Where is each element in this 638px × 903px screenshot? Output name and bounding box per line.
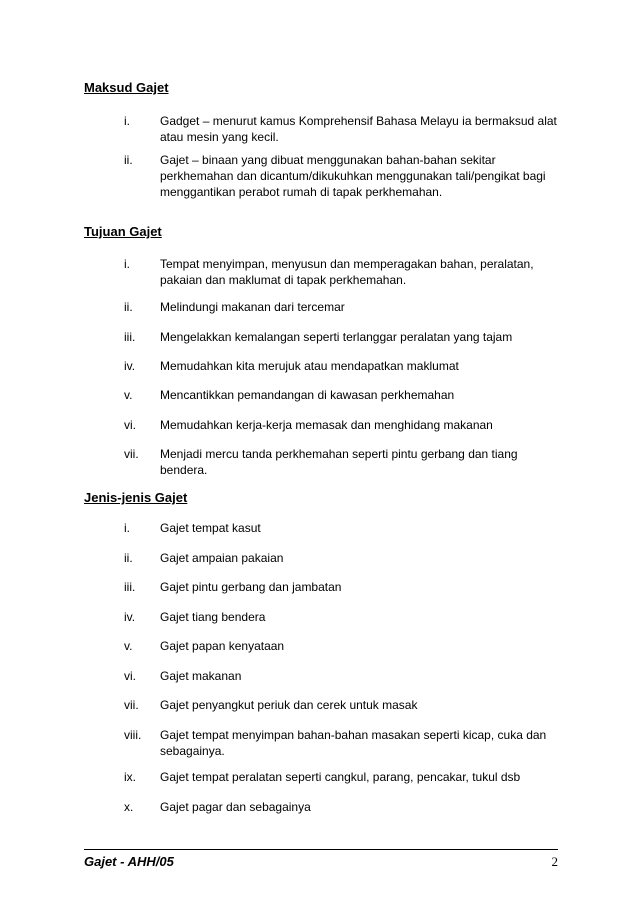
section-heading: Maksud Gajet xyxy=(84,80,169,95)
section-heading: Jenis-jenis Gajet xyxy=(84,490,188,505)
list-item xyxy=(124,638,564,654)
section-jenis xyxy=(84,490,564,506)
list-item xyxy=(124,256,564,288)
list-item xyxy=(124,609,564,625)
item-number: vii. xyxy=(124,447,139,461)
list-item xyxy=(124,152,564,200)
item-number: iii. xyxy=(124,330,136,344)
page-footer xyxy=(84,849,558,870)
item-text: Gajet – binaan yang dibuat menggunakan bahan-bahan sekitar perkhemahan dan dicantum/dikukuhkan menggunakan tali/pengikat bagi menggantikan perabot rumah di tapak perkhemahan. xyxy=(160,153,546,199)
item-text: Menjadi mercu tanda perkhemahan seperti pintu gerbang dan tiang bendera. xyxy=(160,447,518,477)
item-number: vi. xyxy=(124,669,136,683)
item-number: i. xyxy=(124,114,130,128)
list-item xyxy=(124,697,564,713)
item-number: ii. xyxy=(124,153,133,167)
item-text: Gajet tiang bendera xyxy=(160,610,266,624)
item-number: ii. xyxy=(124,300,133,314)
list-item xyxy=(124,727,564,759)
item-text: Gajet pagar dan sebagainya xyxy=(160,800,311,814)
item-number: i. xyxy=(124,521,130,535)
item-text: Melindungi makanan dari tercemar xyxy=(160,300,345,314)
item-text: Gajet pintu gerbang dan jambatan xyxy=(160,580,342,594)
item-number: v. xyxy=(124,388,133,402)
list-item xyxy=(124,769,564,785)
item-number: ii. xyxy=(124,551,133,565)
item-text: Gajet penyangkut periuk dan cerek untuk masak xyxy=(160,698,418,712)
list-item xyxy=(124,668,564,684)
item-number: x. xyxy=(124,800,134,814)
list-item xyxy=(124,113,564,145)
item-number: viii. xyxy=(124,728,142,742)
item-text: Gajet makanan xyxy=(160,669,242,683)
item-number: ix. xyxy=(124,770,136,784)
list-item xyxy=(124,550,564,566)
item-text: Gajet tempat kasut xyxy=(160,521,261,535)
item-text: Gajet ampaian pakaian xyxy=(160,551,284,565)
item-text: Mencantikkan pemandangan di kawasan perkhemahan xyxy=(160,388,455,402)
section-tujuan xyxy=(84,224,564,240)
list-item xyxy=(124,387,564,403)
item-number: v. xyxy=(124,639,133,653)
item-text: Gadget – menurut kamus Komprehensif Bahasa Melayu ia bermaksud alat atau mesin yang kecil. xyxy=(160,114,557,144)
item-text: Memudahkan kita merujuk atau mendapatkan maklumat xyxy=(160,359,459,373)
item-text: Tempat menyimpan, menyusun dan memperagakan bahan, peralatan, pakaian dan maklumat di tapak perkhemahan. xyxy=(160,257,534,287)
page-number: 2 xyxy=(551,854,558,869)
section-heading: Tujuan Gajet xyxy=(84,224,162,239)
footer-document-code: Gajet - AHH/05 xyxy=(84,854,174,869)
list-item xyxy=(124,358,564,374)
item-text: Memudahkan kerja-kerja memasak dan menghidang makanan xyxy=(160,418,493,432)
item-text: Gajet tempat menyimpan bahan-bahan masakan seperti kicap, cuka dan sebagainya. xyxy=(160,728,547,758)
item-number: iv. xyxy=(124,359,136,373)
item-number: i. xyxy=(124,257,130,271)
item-number: vii. xyxy=(124,698,139,712)
list-item xyxy=(124,417,564,433)
list-item xyxy=(124,579,564,595)
item-text: Mengelakkan kemalangan seperti terlanggar peralatan yang tajam xyxy=(160,330,513,344)
list-item xyxy=(124,329,564,345)
list-item xyxy=(124,446,564,478)
list-item xyxy=(124,799,564,815)
item-text: Gajet tempat peralatan seperti cangkul, parang, pencakar, tukul dsb xyxy=(160,770,521,784)
list-item xyxy=(124,299,564,315)
item-number: iv. xyxy=(124,610,136,624)
section-maksud xyxy=(84,80,564,96)
item-number: iii. xyxy=(124,580,136,594)
list-item xyxy=(124,520,564,536)
item-number: vi. xyxy=(124,418,136,432)
item-text: Gajet papan kenyataan xyxy=(160,639,285,653)
